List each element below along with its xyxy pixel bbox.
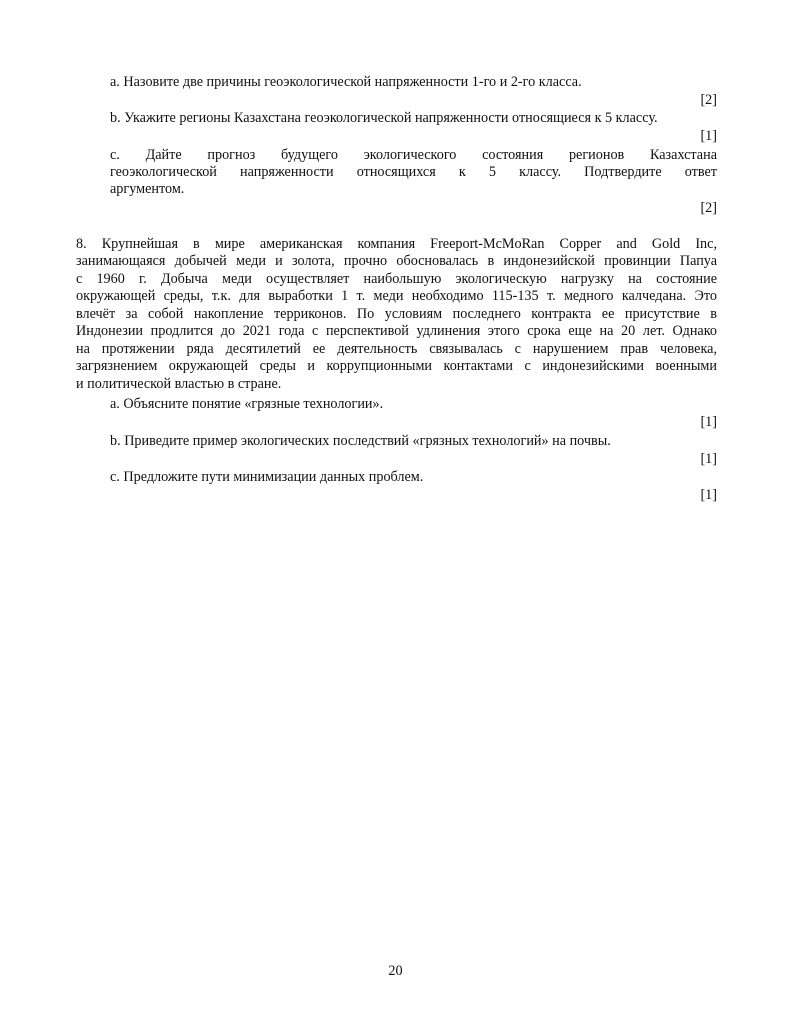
question-8-line-4: окружающей среды, т.к. для выработки 1 т. меди необходимо 115-135 т. медного калчедана. Это: [76, 288, 717, 304]
question-8-line-3: с 1960 г. Добыча меди осуществляет наибольшую экологическую нагрузку на состояние: [76, 271, 717, 287]
question-8-line-2: занимающаяся добычей меди и золота, прочно обосновалась в индонезийской провинции Папуа: [76, 253, 717, 269]
question-7b-text: b. Укажите регионы Казахстана геоэкологической напряженности относящиеся к 5 классу.: [110, 110, 658, 126]
question-7c-line-3: аргументом.: [110, 181, 185, 197]
question-8-line-9: и политической властью в стране.: [76, 376, 282, 392]
question-7b-marks: [1]: [700, 128, 717, 144]
question-7a-text: a. Назовите две причины геоэкологической напряженности 1-го и 2-го класса.: [110, 74, 582, 90]
question-7c-line-2: геоэкологической напряженности относящихся к 5 классу. Подтвердите ответ: [110, 164, 717, 180]
question-8-line-5: влечёт за собой накопление терриконов. По условиям последнего контракта ее присутствие в: [76, 306, 717, 322]
question-8-line-8: загрязнением окружающей среды и коррупционными контактами с индонезийскими военными: [76, 358, 717, 374]
question-8b-marks: [1]: [700, 451, 717, 467]
question-8a-marks: [1]: [700, 414, 717, 430]
question-8-line-6: Индонезии продлится до 2021 года с перспективой удлинения этого срока еще на 20 лет. Однако: [76, 323, 717, 339]
question-8a-text: a. Объясните понятие «грязные технологии».: [110, 396, 384, 412]
question-7a-marks: [2]: [700, 92, 717, 108]
question-8-line-1: 8. Крупнейшая в мире американская компания Freeport-McMoRan Copper and Gold Inc,: [76, 236, 717, 252]
question-7c-marks: [2]: [700, 200, 717, 216]
question-8c-text: c. Предложите пути минимизации данных проблем.: [110, 469, 424, 485]
page-number: 20: [388, 963, 403, 979]
question-7c-line-1: c. Дайте прогноз будущего экологического состояния регионов Казахстана: [110, 147, 717, 163]
question-8c-marks: [1]: [700, 487, 717, 503]
question-8b-text: b. Приведите пример экологических последствий «грязных технологий» на почвы.: [110, 433, 611, 449]
question-8-line-7: на протяжении ряда десятилетий ее деятельность связывалась с нарушением прав человека,: [76, 341, 717, 357]
